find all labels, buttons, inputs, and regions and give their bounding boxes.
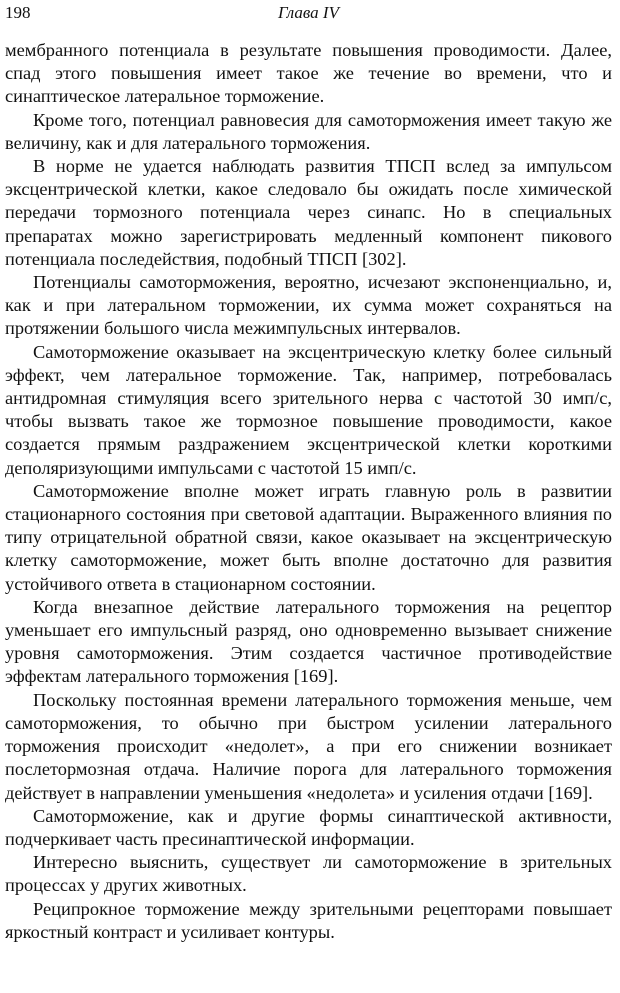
- paragraph: Когда внезапное действие латерального торможения на рецептор уменьшает его импульсный разряд, оно одновременно вызывает снижение уровня самоторможения. Этим создается частичное противодействие эффектам латерального торможения [169].: [5, 596, 612, 687]
- paragraph: Самоторможение оказывает на эксцентрическую клетку более сильный эффект, чем латеральное торможение. Так, например, потребовалась антидромная стимуляция всего зрительного нерва с частотой 30 имп/с, чтобы вызвать такое же тормозное повышение проводимости, какое создается прямым раздражением эксцентрической клетки короткими деполяризующими импульсами с частотой 15 имп/с.: [5, 341, 612, 478]
- paragraph: Кроме того, потенциал равновесия для самоторможения имеет такую же величину, как и для латерального торможения.: [5, 109, 612, 153]
- paragraph: Самоторможение, как и другие формы синаптической активности, подчеркивает часть пресинаптической информации.: [5, 805, 612, 849]
- paragraph: Самоторможение вполне может играть главную роль в развитии стационарного состояния при световой адаптации. Выраженного влияния по типу отрицательной обратной связи, какое оказывает на эксцентрическую клетку самоторможение, может быть вполне достаточно для развития устойчивого ответа в стационарном состоянии.: [5, 480, 612, 594]
- page-number: 198: [5, 3, 31, 22]
- body-text: [5, 39, 612, 944]
- paragraph: В норме не удается наблюдать развития ТПСП вслед за импульсом эксцентрической клетки, какое следовало бы ожидать после химической передачи тормозного потенциала через синапс. Но в специальных препаратах можно зарегистрировать медленный компонент пикового потенциала последействия, подобный ТПСП [302].: [5, 156, 612, 269]
- paragraph: мембранного потенциала в результате повышения проводимости. Далее, спад этого повышения имеет такое же течение во времени, что и синаптическое латеральное торможение.: [5, 40, 612, 107]
- paragraph: Потенциалы самоторможения, вероятно, исчезают экспоненциально, и, как и при латеральном торможении, их сумма может сохраняться на протяжении большого числа межимпульсных интервалов.: [5, 272, 612, 339]
- page-header: [5, 3, 612, 39]
- paragraph: Поскольку постоянная времени латерального торможения меньше, чем самоторможения, то обычно при быстром усилении латерального торможения происходит «недолет», а при его снижении возникает послетормозная отдача. Наличие порога для латерального торможения действует в направлении уменьшения «недолета» и усиления отдачи [169].: [5, 689, 612, 803]
- running-head: Глава IV: [278, 3, 339, 22]
- paragraph: Интересно выяснить, существует ли самоторможение в зрительных процессах у других животных.: [5, 852, 612, 896]
- paragraph: Реципрокное торможение между зрительными рецепторами повышает яркостный контраст и усиливает контуры.: [5, 898, 612, 942]
